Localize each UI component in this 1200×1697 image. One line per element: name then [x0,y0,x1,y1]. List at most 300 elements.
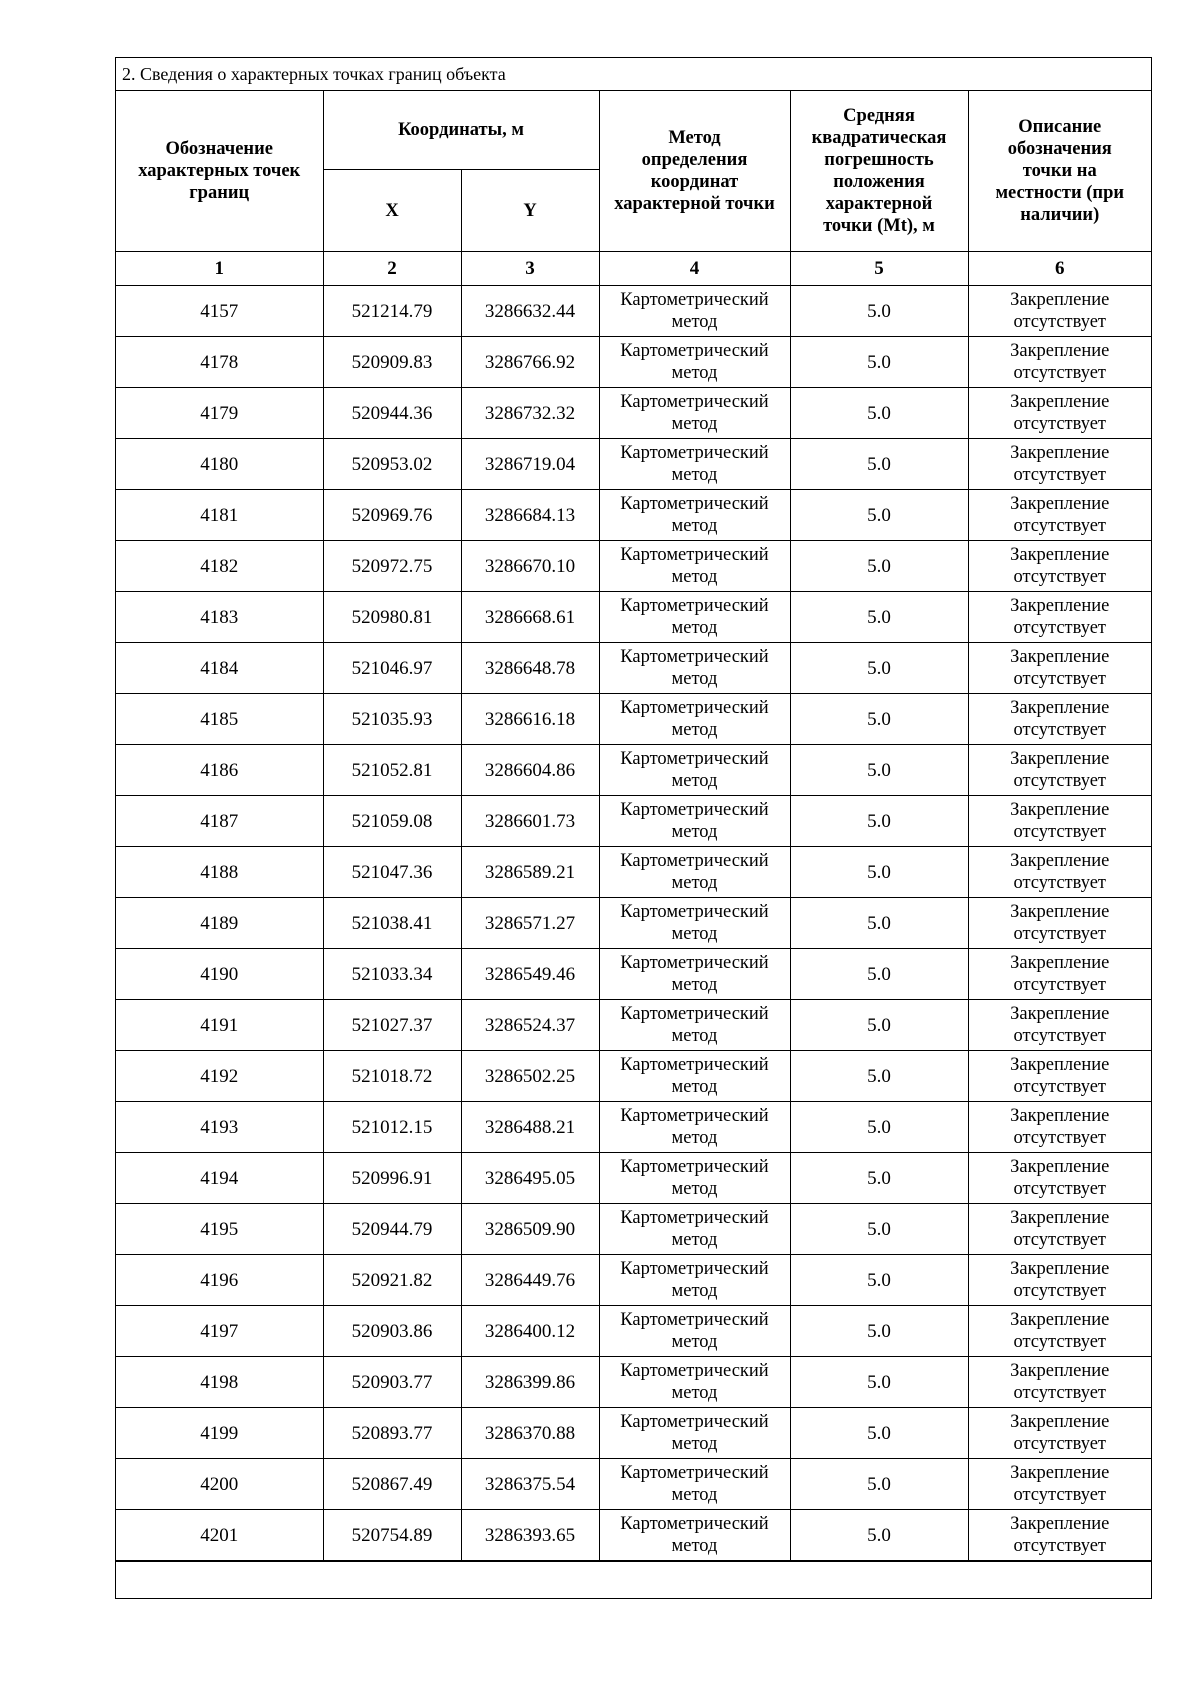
method-cell [599,592,790,643]
header-description-line: наличии) [1020,205,1100,225]
description-line: Закрепление [1010,290,1110,310]
description-line: отсутствует [1013,1434,1107,1454]
table-row [116,1000,1151,1051]
coordinate-x: 521214.79 [323,286,461,337]
coordinate-x: 521027.37 [323,1000,461,1051]
accuracy-cell: 5.0 [790,643,968,694]
table-row [116,1204,1151,1255]
method-cell [599,1408,790,1459]
method-line: Картометрический [620,1004,769,1024]
description-cell [968,1255,1151,1306]
accuracy-cell: 5.0 [790,1204,968,1255]
accuracy-cell: 5.0 [790,796,968,847]
coordinate-y: 3286488.21 [461,1102,599,1153]
coordinate-x: 521046.97 [323,643,461,694]
method-line: Картометрический [620,647,769,667]
header-row-top [116,91,1151,170]
point-designation: 4201 [116,1510,323,1561]
coordinate-x: 520972.75 [323,541,461,592]
description-line: отсутствует [1013,1179,1107,1199]
description-line: отсутствует [1013,975,1107,995]
coordinate-y: 3286400.12 [461,1306,599,1357]
table-row [116,847,1151,898]
point-designation: 4197 [116,1306,323,1357]
description-line: Закрепление [1010,1259,1110,1279]
description-cell [968,1153,1151,1204]
point-designation: 4157 [116,286,323,337]
description-cell [968,643,1151,694]
point-designation: 4182 [116,541,323,592]
point-designation: 4188 [116,847,323,898]
method-line: метод [671,312,718,332]
coordinate-x: 520909.83 [323,337,461,388]
description-cell [968,541,1151,592]
accuracy-cell: 5.0 [790,490,968,541]
description-line: отсутствует [1013,1332,1107,1352]
description-line: Закрепление [1010,698,1110,718]
method-line: метод [671,822,718,842]
method-line: Картометрический [620,1208,769,1228]
header-coordinates: Координаты, м [323,91,599,170]
point-designation: 4191 [116,1000,323,1051]
coordinate-x: 520953.02 [323,439,461,490]
method-line: метод [671,567,718,587]
point-designation: 4192 [116,1051,323,1102]
header-accuracy-line: квадратическая [811,128,947,148]
method-cell [599,643,790,694]
accuracy-cell: 5.0 [790,592,968,643]
description-cell [968,949,1151,1000]
header-description-line: обозначения [1007,139,1112,159]
description-line: отсутствует [1013,669,1107,689]
description-line: отсутствует [1013,1383,1107,1403]
method-line: Картометрический [620,545,769,565]
table-row [116,439,1151,490]
method-line: метод [671,363,718,383]
accuracy-cell: 5.0 [790,1102,968,1153]
coordinate-x: 521018.72 [323,1051,461,1102]
method-cell [599,847,790,898]
coordinate-y: 3286766.92 [461,337,599,388]
description-cell [968,694,1151,745]
method-line: метод [671,465,718,485]
header-designation: Обозначение характерных точек границ [116,91,323,252]
method-cell [599,1051,790,1102]
coordinate-y: 3286571.27 [461,898,599,949]
table-row [116,1153,1151,1204]
header-description [968,91,1151,252]
method-line: метод [671,1077,718,1097]
method-cell [599,286,790,337]
header-method-line: определения [641,150,748,170]
method-cell [599,1357,790,1408]
coordinate-x: 520893.77 [323,1408,461,1459]
coordinate-x: 521035.93 [323,694,461,745]
description-line: Закрепление [1010,1361,1110,1381]
coordinate-x: 521047.36 [323,847,461,898]
coordinate-x: 520921.82 [323,1255,461,1306]
method-line: метод [671,720,718,740]
coordinate-y: 3286549.46 [461,949,599,1000]
column-number: 5 [790,252,968,286]
description-line: отсутствует [1013,1077,1107,1097]
point-designation: 4189 [116,898,323,949]
description-line: отсутствует [1013,567,1107,587]
table-row [116,1408,1151,1459]
accuracy-cell: 5.0 [790,745,968,796]
description-line: отсутствует [1013,924,1107,944]
description-line: Закрепление [1010,443,1110,463]
empty-footer-row [116,1561,1151,1598]
method-line: метод [671,1383,718,1403]
table-row [116,1051,1151,1102]
coordinate-x: 520754.89 [323,1510,461,1561]
table-row [116,490,1151,541]
table-row [116,541,1151,592]
method-line: Картометрический [620,1412,769,1432]
method-line: Картометрический [620,800,769,820]
method-line: Картометрический [620,596,769,616]
description-line: Закрепление [1010,1514,1110,1534]
accuracy-cell: 5.0 [790,337,968,388]
table-row [116,796,1151,847]
coordinate-x: 520867.49 [323,1459,461,1510]
header-method [599,91,790,252]
method-cell [599,337,790,388]
method-cell [599,898,790,949]
method-line: Картометрический [620,1514,769,1534]
description-line: отсутствует [1013,363,1107,383]
description-line: Закрепление [1010,545,1110,565]
table-row [116,592,1151,643]
coordinate-y: 3286604.86 [461,745,599,796]
accuracy-cell: 5.0 [790,286,968,337]
coordinate-x: 521038.41 [323,898,461,949]
coordinate-y: 3286589.21 [461,847,599,898]
header-accuracy-line: погрешность [824,150,934,170]
description-line: Закрепление [1010,800,1110,820]
coordinate-y: 3286719.04 [461,439,599,490]
table-row [116,898,1151,949]
method-cell [599,1153,790,1204]
column-number: 4 [599,252,790,286]
column-number: 3 [461,252,599,286]
description-line: отсутствует [1013,312,1107,332]
table-row [116,745,1151,796]
point-designation: 4199 [116,1408,323,1459]
header-x: X [323,170,461,252]
accuracy-cell: 5.0 [790,694,968,745]
method-line: Картометрический [620,902,769,922]
description-line: Закрепление [1010,494,1110,514]
description-line: отсутствует [1013,1128,1107,1148]
method-line: метод [671,516,718,536]
coordinate-y: 3286668.61 [461,592,599,643]
table-row [116,286,1151,337]
method-line: Картометрический [620,1106,769,1126]
method-line: метод [671,1281,718,1301]
description-line: Закрепление [1010,851,1110,871]
point-designation: 4195 [116,1204,323,1255]
point-designation: 4193 [116,1102,323,1153]
accuracy-cell: 5.0 [790,1153,968,1204]
coordinate-x: 520903.77 [323,1357,461,1408]
description-cell [968,1051,1151,1102]
section-title: 2. Сведения о характерных точках границ объекта [116,58,1151,91]
description-cell [968,286,1151,337]
method-line: Картометрический [620,494,769,514]
description-line: Закрепление [1010,1004,1110,1024]
accuracy-cell: 5.0 [790,541,968,592]
table-body [116,286,1151,1561]
coordinate-y: 3286495.05 [461,1153,599,1204]
method-cell [599,1255,790,1306]
point-designation: 4185 [116,694,323,745]
table-row [116,1459,1151,1510]
method-cell [599,745,790,796]
method-line: Картометрический [620,851,769,871]
description-cell [968,1357,1151,1408]
header-accuracy-line: характерной [825,194,933,214]
description-cell [968,1102,1151,1153]
description-cell [968,796,1151,847]
description-line: Закрепление [1010,596,1110,616]
coordinate-x: 520944.79 [323,1204,461,1255]
column-number-row [116,252,1151,286]
description-line: Закрепление [1010,902,1110,922]
description-line: отсутствует [1013,873,1107,893]
description-cell [968,337,1151,388]
description-cell [968,1510,1151,1561]
method-cell [599,541,790,592]
description-cell [968,490,1151,541]
header-accuracy-line: Средняя [843,106,915,126]
header-accuracy-line: точки (Mt), м [823,216,935,236]
point-designation: 4198 [116,1357,323,1408]
description-cell [968,847,1151,898]
description-cell [968,898,1151,949]
description-cell [968,1306,1151,1357]
description-line: Закрепление [1010,1055,1110,1075]
coordinate-x: 520996.91 [323,1153,461,1204]
table-row [116,643,1151,694]
method-line: метод [671,414,718,434]
description-cell [968,1459,1151,1510]
method-cell [599,439,790,490]
point-designation: 4190 [116,949,323,1000]
description-line: Закрепление [1010,1463,1110,1483]
method-line: Картометрический [620,1361,769,1381]
method-cell [599,388,790,439]
method-cell [599,1459,790,1510]
document-frame [115,57,1152,1599]
description-line: Закрепление [1010,749,1110,769]
accuracy-cell: 5.0 [790,1459,968,1510]
description-line: отсутствует [1013,1230,1107,1250]
accuracy-cell: 5.0 [790,1051,968,1102]
table-row [116,337,1151,388]
header-accuracy-line: положения [833,172,925,192]
point-designation: 4184 [116,643,323,694]
coordinate-y: 3286370.88 [461,1408,599,1459]
point-designation: 4178 [116,337,323,388]
coordinate-y: 3286670.10 [461,541,599,592]
coordinate-y: 3286648.78 [461,643,599,694]
boundary-points-table [116,91,1151,1561]
header-accuracy [790,91,968,252]
accuracy-cell: 5.0 [790,1357,968,1408]
description-line: отсутствует [1013,414,1107,434]
accuracy-cell: 5.0 [790,388,968,439]
method-cell [599,949,790,1000]
method-line: метод [671,924,718,944]
method-line: метод [671,1485,718,1505]
method-line: метод [671,1128,718,1148]
description-line: Закрепление [1010,1310,1110,1330]
method-line: метод [671,771,718,791]
table-row [116,1510,1151,1561]
method-line: Картометрический [620,290,769,310]
description-cell [968,388,1151,439]
column-number: 6 [968,252,1151,286]
method-cell [599,796,790,847]
point-designation: 4187 [116,796,323,847]
method-cell [599,1102,790,1153]
description-line: отсутствует [1013,1026,1107,1046]
accuracy-cell: 5.0 [790,949,968,1000]
description-line: Закрепление [1010,392,1110,412]
description-line: отсутствует [1013,1281,1107,1301]
coordinate-x: 521033.34 [323,949,461,1000]
method-line: метод [671,1536,718,1556]
method-line: Картометрический [620,1310,769,1330]
description-cell [968,592,1151,643]
method-cell [599,1306,790,1357]
description-line: Закрепление [1010,1412,1110,1432]
accuracy-cell: 5.0 [790,1000,968,1051]
coordinate-y: 3286449.76 [461,1255,599,1306]
point-designation: 4200 [116,1459,323,1510]
description-line: отсутствует [1013,771,1107,791]
header-y: Y [461,170,599,252]
table-row [116,949,1151,1000]
method-cell [599,1510,790,1561]
description-line: отсутствует [1013,1485,1107,1505]
method-line: Картометрический [620,341,769,361]
coordinate-x: 521059.08 [323,796,461,847]
point-designation: 4186 [116,745,323,796]
point-designation: 4181 [116,490,323,541]
header-method-line: координат [650,172,739,192]
method-line: метод [671,873,718,893]
column-number: 2 [323,252,461,286]
method-line: Картометрический [620,1463,769,1483]
description-line: Закрепление [1010,341,1110,361]
method-line: метод [671,1434,718,1454]
table-row [116,1102,1151,1153]
method-line: метод [671,1179,718,1199]
accuracy-cell: 5.0 [790,847,968,898]
method-cell [599,490,790,541]
table-row [116,1306,1151,1357]
description-line: Закрепление [1010,953,1110,973]
method-line: метод [671,1332,718,1352]
table-row [116,694,1151,745]
accuracy-cell: 5.0 [790,1408,968,1459]
coordinate-x: 520969.76 [323,490,461,541]
method-cell [599,694,790,745]
header-description-line: точки на [1022,161,1097,181]
point-designation: 4196 [116,1255,323,1306]
description-line: отсутствует [1013,720,1107,740]
method-line: метод [671,669,718,689]
coordinate-y: 3286393.65 [461,1510,599,1561]
method-line: Картометрический [620,392,769,412]
method-cell [599,1000,790,1051]
description-line: отсутствует [1013,1536,1107,1556]
point-designation: 4179 [116,388,323,439]
method-line: метод [671,1230,718,1250]
description-cell [968,1204,1151,1255]
description-cell [968,1408,1151,1459]
coordinate-y: 3286524.37 [461,1000,599,1051]
table-row [116,1357,1151,1408]
description-cell [968,439,1151,490]
header-method-line: Метод [668,128,721,148]
description-line: Закрепление [1010,1106,1110,1126]
accuracy-cell: 5.0 [790,898,968,949]
method-line: Картометрический [620,443,769,463]
coordinate-y: 3286375.54 [461,1459,599,1510]
accuracy-cell: 5.0 [790,1255,968,1306]
table-row [116,388,1151,439]
coordinate-y: 3286732.32 [461,388,599,439]
coordinate-x: 521052.81 [323,745,461,796]
method-line: Картометрический [620,953,769,973]
description-line: Закрепление [1010,1208,1110,1228]
description-line: Закрепление [1010,647,1110,667]
description-cell [968,745,1151,796]
description-line: Закрепление [1010,1157,1110,1177]
coordinate-y: 3286684.13 [461,490,599,541]
header-method-line: характерной точки [614,194,775,214]
method-line: Картометрический [620,1259,769,1279]
coordinate-y: 3286399.86 [461,1357,599,1408]
coordinate-y: 3286601.73 [461,796,599,847]
header-description-line: местности (при [995,183,1125,203]
table-row [116,1255,1151,1306]
method-line: Картометрический [620,1157,769,1177]
point-designation: 4180 [116,439,323,490]
method-cell [599,1204,790,1255]
description-line: отсутствует [1013,516,1107,536]
description-line: отсутствует [1013,618,1107,638]
coordinate-y: 3286502.25 [461,1051,599,1102]
method-line: Картометрический [620,698,769,718]
accuracy-cell: 5.0 [790,439,968,490]
method-line: Картометрический [620,1055,769,1075]
method-line: метод [671,618,718,638]
coordinate-x: 520903.86 [323,1306,461,1357]
coordinate-x: 520944.36 [323,388,461,439]
point-designation: 4194 [116,1153,323,1204]
coordinate-x: 521012.15 [323,1102,461,1153]
coordinate-y: 3286632.44 [461,286,599,337]
header-description-line: Описание [1018,117,1102,137]
coordinate-y: 3286616.18 [461,694,599,745]
coordinate-x: 520980.81 [323,592,461,643]
method-line: метод [671,975,718,995]
